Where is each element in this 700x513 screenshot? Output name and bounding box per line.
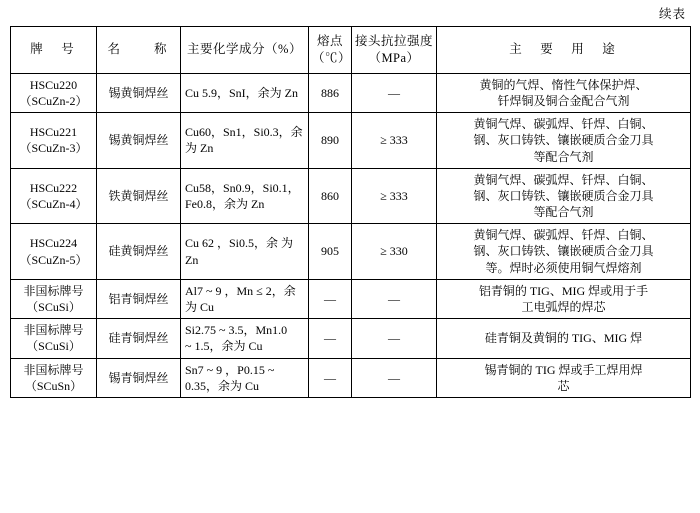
continuation-label: 续表 [658,7,686,21]
composition-line: Sn7 ~ 9 ，P0.15 ~ [185,362,275,377]
code-line1: HSCu222 [29,180,78,195]
composition-line: Cu58，Sn0.9，Si0.1， [185,180,300,195]
cell-code [11,224,97,280]
composition-line: 为 Cu [185,300,215,314]
code-line2: （SCuSi） [26,300,81,314]
composition-line: Cu60，Sn1，Si0.3，余 [185,125,303,140]
col-header-use [437,27,691,74]
cell-use [437,168,691,224]
cell-tensile: — [352,279,437,318]
cell-melting-point: — [309,358,352,397]
col-header-code-text: 牌 号 [30,42,77,57]
cell-composition [181,279,309,318]
use-line: 工电弧焊的焊芯 [521,300,606,314]
composition-line: Fe0.8，余为 Zn [185,196,265,211]
cell-melting-point: 860 [309,168,352,224]
col-header-code [11,27,97,74]
cell-composition [181,224,309,280]
table-row [11,73,691,112]
code-line1: HSCu224 [29,236,78,251]
use-line: 铝青铜的 TIG、MIG 焊或用于手 [478,283,649,298]
code-line2: （SCuZn-3） [19,141,88,156]
code-line1: 非国标牌号 [23,283,84,298]
col-header-tensile-line2: （MPa） [368,50,420,65]
cell-name: 硅青铜焊丝 [97,319,181,358]
code-line2: （SCuZn-5） [19,252,88,267]
col-header-tensile-line1: 接头抗拉强度 [355,34,434,48]
use-line: 等配合气剂 [533,205,594,220]
cell-composition [181,358,309,397]
cell-tensile: ≥ 333 [352,113,437,169]
cell-melting-point: 890 [309,113,352,169]
cell-name: 铁黄铜焊丝 [97,168,181,224]
cell-melting-point: 905 [309,224,352,280]
cell-code [11,279,97,318]
table-body [11,73,691,397]
col-header-melting-point-line2: （℃） [312,50,352,65]
use-line: 黄铜的气焊、惰性气体保护焊、 [479,77,648,92]
table-row [11,319,691,358]
code-line2: （SCuZn-4） [19,196,88,211]
cell-name: 铝青铜焊丝 [97,279,181,318]
cell-melting-point: — [309,279,352,318]
code-line1: 非国标牌号 [23,362,84,377]
cell-use [437,279,691,318]
cell-name: 锡青铜焊丝 [97,358,181,397]
col-header-composition [181,27,309,74]
table-row [11,168,691,224]
col-header-name-text: 名 称 [107,42,170,57]
cell-code [11,168,97,224]
table-header [11,27,691,74]
use-line: 黄铜气焊、碳弧焊、钎焊、白铜、 [473,228,654,243]
use-line: 硅青铜及黄铜的 TIG、MIG 焊 [484,331,643,346]
cell-composition [181,319,309,358]
use-line: 等配合气剂 [533,149,594,164]
cell-tensile: ≥ 333 [352,168,437,224]
cell-tensile: — [352,319,437,358]
composition-line: 0.35，余为 Cu [185,378,260,393]
use-line: 等。焊时必须使用铜气焊熔剂 [485,260,642,275]
code-line1: 非国标牌号 [23,323,84,338]
composition-line: ~ 1.5，余为 Cu [185,339,263,354]
cell-tensile: — [352,73,437,112]
composition-line: 为 Zn [185,141,214,156]
code-line2: （SCuZn-2） [19,93,88,108]
cell-name: 锡黄铜焊丝 [97,113,181,169]
composition-line: Cu 5.9，SnI，余为 Zn [185,85,299,100]
use-line: 钎焊铜及铜合金配合气剂 [497,93,630,108]
cell-use [437,358,691,397]
col-header-melting-point [309,27,352,74]
cell-code [11,358,97,397]
cell-code [11,73,97,112]
use-line: 锡青铜的 TIG 焊或手工焊用焊 [484,362,643,377]
use-line: 黄铜气焊、碳弧焊、钎焊、白铜、 [473,172,654,187]
use-line: 钢、灰口铸铁、镶嵌硬质合金刀具 [473,188,654,203]
composition-line: Zn [185,252,199,267]
table-row [11,358,691,397]
cell-tensile: ≥ 330 [352,224,437,280]
composition-line: Si2.75 ~ 3.5，Mn1.0 [185,323,288,338]
table-header-row [11,27,691,74]
use-line: 钢、灰口铸铁、镶嵌硬质合金刀具 [473,133,654,148]
cell-composition [181,168,309,224]
cell-name: 锡黄铜焊丝 [97,73,181,112]
cell-code [11,113,97,169]
code-line2: （SCuSi） [26,339,81,354]
col-header-melting-point-line1: 熔点 [316,34,343,48]
cell-melting-point: 886 [309,73,352,112]
table-row [11,113,691,169]
col-header-composition-text: 主要化学成分（%） [187,42,302,57]
col-header-tensile [352,27,437,74]
use-line: 黄铜气焊、碳弧焊、钎焊、白铜、 [473,117,654,132]
composition-line: Cu 62 ，Si0.5，余 为 [185,236,294,251]
cell-use [437,319,691,358]
table-row [11,224,691,280]
use-line: 钢、灰口铸铁、镶嵌硬质合金刀具 [473,244,654,259]
table-row [11,279,691,318]
col-header-use-text: 主 要 用 途 [509,42,618,57]
cell-melting-point: — [309,319,352,358]
use-line: 芯 [557,378,570,393]
code-line1: HSCu221 [29,125,78,140]
code-line1: HSCu220 [29,77,78,92]
cell-composition [181,113,309,169]
cell-use [437,73,691,112]
cell-use [437,113,691,169]
cell-tensile: — [352,358,437,397]
cell-composition [181,73,309,112]
cell-name: 硅黄铜焊丝 [97,224,181,280]
composition-line: Al7 ~ 9 ，Mn ≤ 2，余 [185,283,296,298]
col-header-name [97,27,181,74]
cell-code [11,319,97,358]
materials-table [10,26,691,398]
cell-use [437,224,691,280]
code-line2: （SCuSn） [24,378,83,393]
